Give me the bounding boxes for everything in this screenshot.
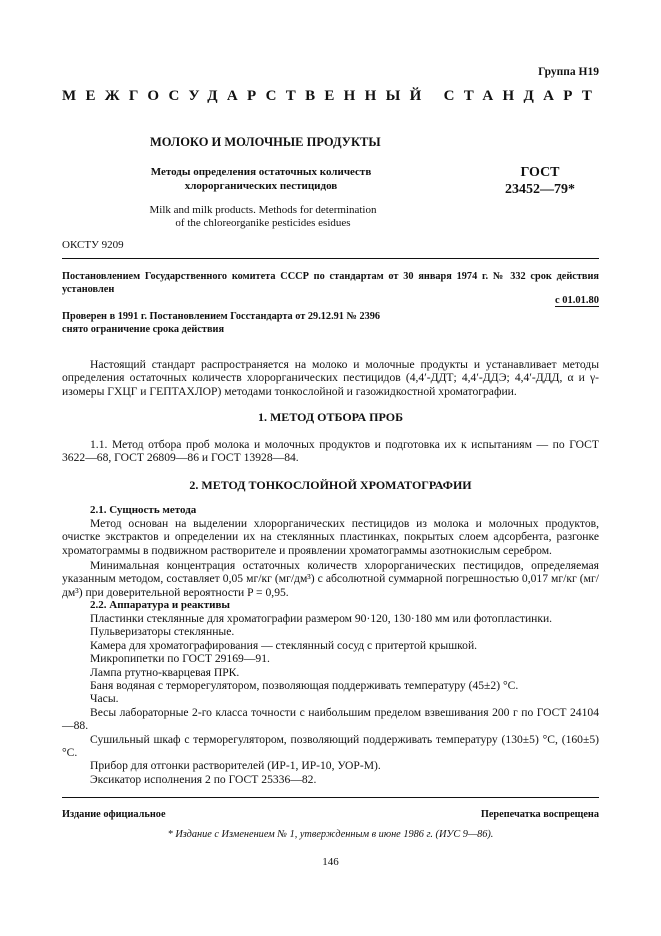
english-title-line: Milk and milk products. Methods for determination bbox=[149, 204, 377, 216]
section-2-heading: 2. МЕТОД ТОНКОСЛОЙНОЙ ХРОМАТОГРАФИИ bbox=[189, 478, 472, 492]
effective-date-value: с 01.01.80 bbox=[554, 295, 599, 306]
gost-number bbox=[495, 164, 585, 198]
official-edition-label: Издание официальное bbox=[62, 809, 166, 820]
revision-line: Проверен в 1991 г. Постановлением Госстандарта от 29.12.91 № 2396 bbox=[62, 311, 381, 322]
subsection-2-1-heading: 2.1. Сущность метода bbox=[90, 504, 197, 516]
list-item: Эксикатор исполнения 2 по ГОСТ 25336—82. bbox=[90, 772, 317, 786]
page-number: 146 bbox=[322, 856, 339, 868]
list-item: Часы. bbox=[90, 692, 119, 706]
list-item: Микропипетки по ГОСТ 29169—91. bbox=[90, 652, 270, 666]
document-title: МОЛОКО И МОЛОЧНЫЕ ПРОДУКТЫ bbox=[150, 135, 381, 149]
subsection-2-2-heading: 2.2. Аппаратура и реактивы bbox=[90, 599, 231, 611]
list-item: Сушильный шкаф с терморегулятором, позволяющий поддерживать температуру (130±5) °С, (160±5) °С. bbox=[62, 732, 599, 760]
reprint-prohibited-label: Перепечатка воспрещена bbox=[480, 809, 599, 820]
method-essence-paragraph: Метод основан на выделении хлорорганических пестицидов из молока и молочных продуктов, очистке экстрактов и определении их на стеклянных пластинках, покрытых слоем адсорбента, разгонке хроматограммы в подвижном растворителе и проявлении хроматограммы азотнокислым серебром. bbox=[62, 517, 599, 557]
equipment-list bbox=[62, 612, 599, 786]
list-item: Баня водяная с терморегулятором, позволяющая поддерживать температуру (45±2) °С. bbox=[90, 679, 519, 693]
effective-date bbox=[555, 295, 599, 306]
list-item: Весы лабораторные 2-го класса точности с наибольшим пределом взвешивания 200 г по ГОСТ 24104—88. bbox=[62, 705, 599, 733]
section-1-heading: 1. МЕТОД ОТБОРА ПРОБ bbox=[257, 410, 403, 424]
decree-text: Постановлением Государственного комитета СССР по стандартам от 30 января 1974 г. № 332 срок действия установлен bbox=[62, 271, 599, 295]
list-item: Лампа ртутно-кварцевая ПРК. bbox=[90, 665, 240, 679]
gost-code: 23452—79* bbox=[505, 182, 575, 197]
english-title-line: of the chloreorganike pesticides esidues bbox=[175, 217, 351, 229]
standard-banner: МЕЖГОСУДАРСТВЕННЫЙ СТАНДАРТ bbox=[62, 88, 602, 104]
min-concentration-paragraph: Минимальная концентрация остаточных количеств хлорорганических пестицидов, определяемая указанным методом, составляет 0,05 мг/кг (мг/дм³) с абсолютной суммарной погрешностью 0,017 мг/кг (мг/дм³) при доверительной вероятности P = 0,95. bbox=[62, 559, 599, 599]
section-1-text: 1.1. Метод отбора проб молока и молочных продуктов и подготовка их к испытаниям — по ГОСТ 3622—68, ГОСТ 26809—86 и ГОСТ 13928—84. bbox=[62, 438, 599, 465]
group-code: Группа Н19 bbox=[538, 66, 599, 78]
english-title bbox=[118, 204, 408, 230]
list-item: Пластинки стеклянные для хроматографии размером 90·120, 130·180 мм или фотопластинки. bbox=[90, 612, 553, 625]
list-item: Камера для хроматографирования — стеклянный сосуд с притертой крышкой. bbox=[90, 638, 478, 652]
list-item: Прибор для отгонки растворителей (ИР-1, ИР-10, УОР-М). bbox=[90, 759, 381, 773]
revision-line: снято ограничение срока действия bbox=[62, 324, 225, 335]
intro-paragraph: Настоящий стандарт распространяется на молоко и молочные продукты и устанавливает методы определения остаточных количеств хлорорганических пестицидов (4,4′-ДДТ; 4,4′-ДДЭ; 4,4′-ДДД, α и γ-изомеры ГХЦГ и ГЕПТАХЛОР) методами тонкослойной и газожидкостной хроматографии. bbox=[62, 358, 599, 398]
subtitle-line: хлорорганических пестицидов bbox=[184, 180, 338, 192]
divider bbox=[62, 258, 599, 259]
gost-label: ГОСТ bbox=[520, 165, 560, 180]
list-item: Пульверизаторы стеклянные. bbox=[90, 625, 235, 639]
subtitle-line: Методы определения остаточных количеств bbox=[150, 166, 372, 178]
footer-divider bbox=[62, 797, 599, 798]
revision-note bbox=[62, 310, 512, 336]
edition-footnote: * Издание с Изменением № 1, утвержденным в июне 1986 г. (ИУС 9—86). bbox=[167, 829, 494, 840]
okstu-code: ОКСТУ 9209 bbox=[62, 239, 124, 251]
document-subtitle bbox=[148, 165, 374, 193]
